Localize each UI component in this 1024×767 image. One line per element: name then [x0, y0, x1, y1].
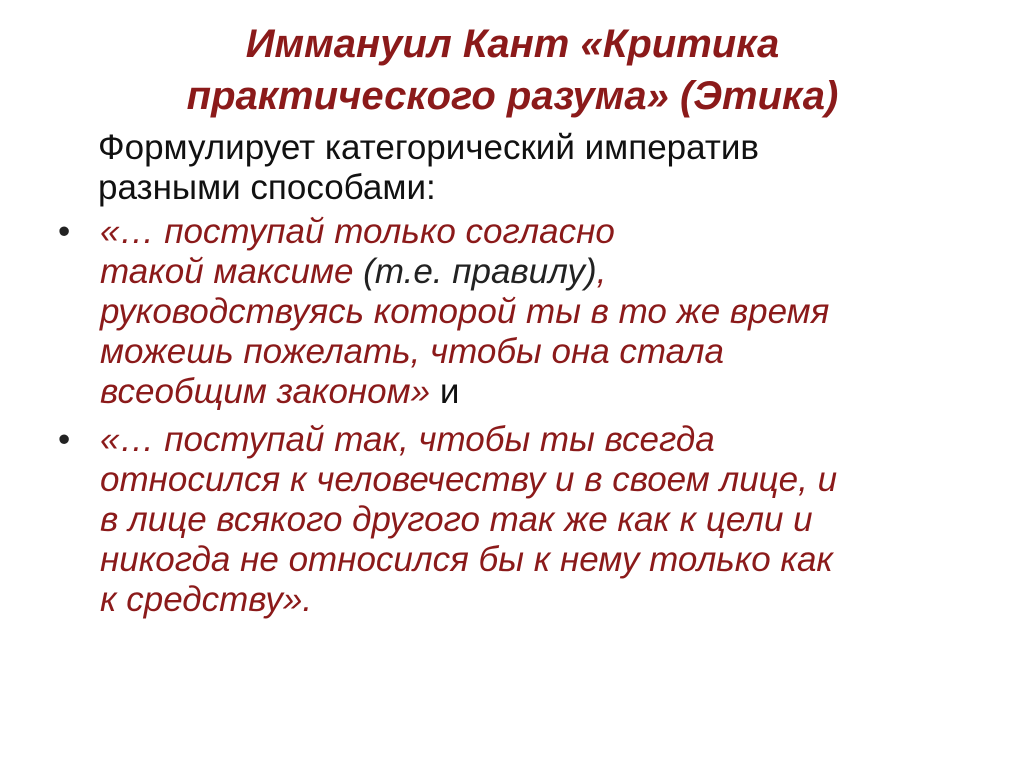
bullet-item-1 [58, 212, 958, 412]
intro-line-2: разными способами: [98, 168, 436, 207]
quote-line: никогда не относился бы к нему только как [100, 540, 833, 579]
quote-line [100, 372, 958, 412]
quote-text: всеобщим законом» [100, 372, 431, 411]
conjunction-text: и [430, 372, 460, 411]
quote-line: можешь пожелать, чтобы она стала [100, 332, 724, 371]
quote-line: относился к человечеству и в своем лице, и [100, 460, 838, 499]
bullet-marker: • [58, 420, 71, 459]
title-line-2: практического разума» (Этика) [186, 74, 839, 118]
quote-text: , [596, 252, 607, 291]
quote-line: «… поступай только согласно [100, 212, 615, 251]
quote-line [100, 252, 958, 292]
gloss-text: (т.е. правилу) [363, 252, 597, 291]
quote-line: «… поступай так, чтобы ты всегда [100, 420, 715, 459]
quote-line: руководствуясь которой ты в то же время [100, 292, 830, 331]
slide-title [40, 18, 985, 122]
bullet-marker: • [58, 212, 71, 251]
intro-line-1: Формулирует категорический императив [98, 128, 760, 167]
quote-line: в лице всякого другого так же как к цели и [100, 500, 813, 539]
title-line-1: Иммануил Кант «Критика [245, 22, 780, 66]
bullet-item-2 [58, 420, 958, 620]
bullet-list [58, 212, 958, 628]
quote-text: такой максиме [100, 252, 354, 291]
intro-text [98, 128, 978, 208]
quote-line: к средству». [100, 580, 313, 619]
